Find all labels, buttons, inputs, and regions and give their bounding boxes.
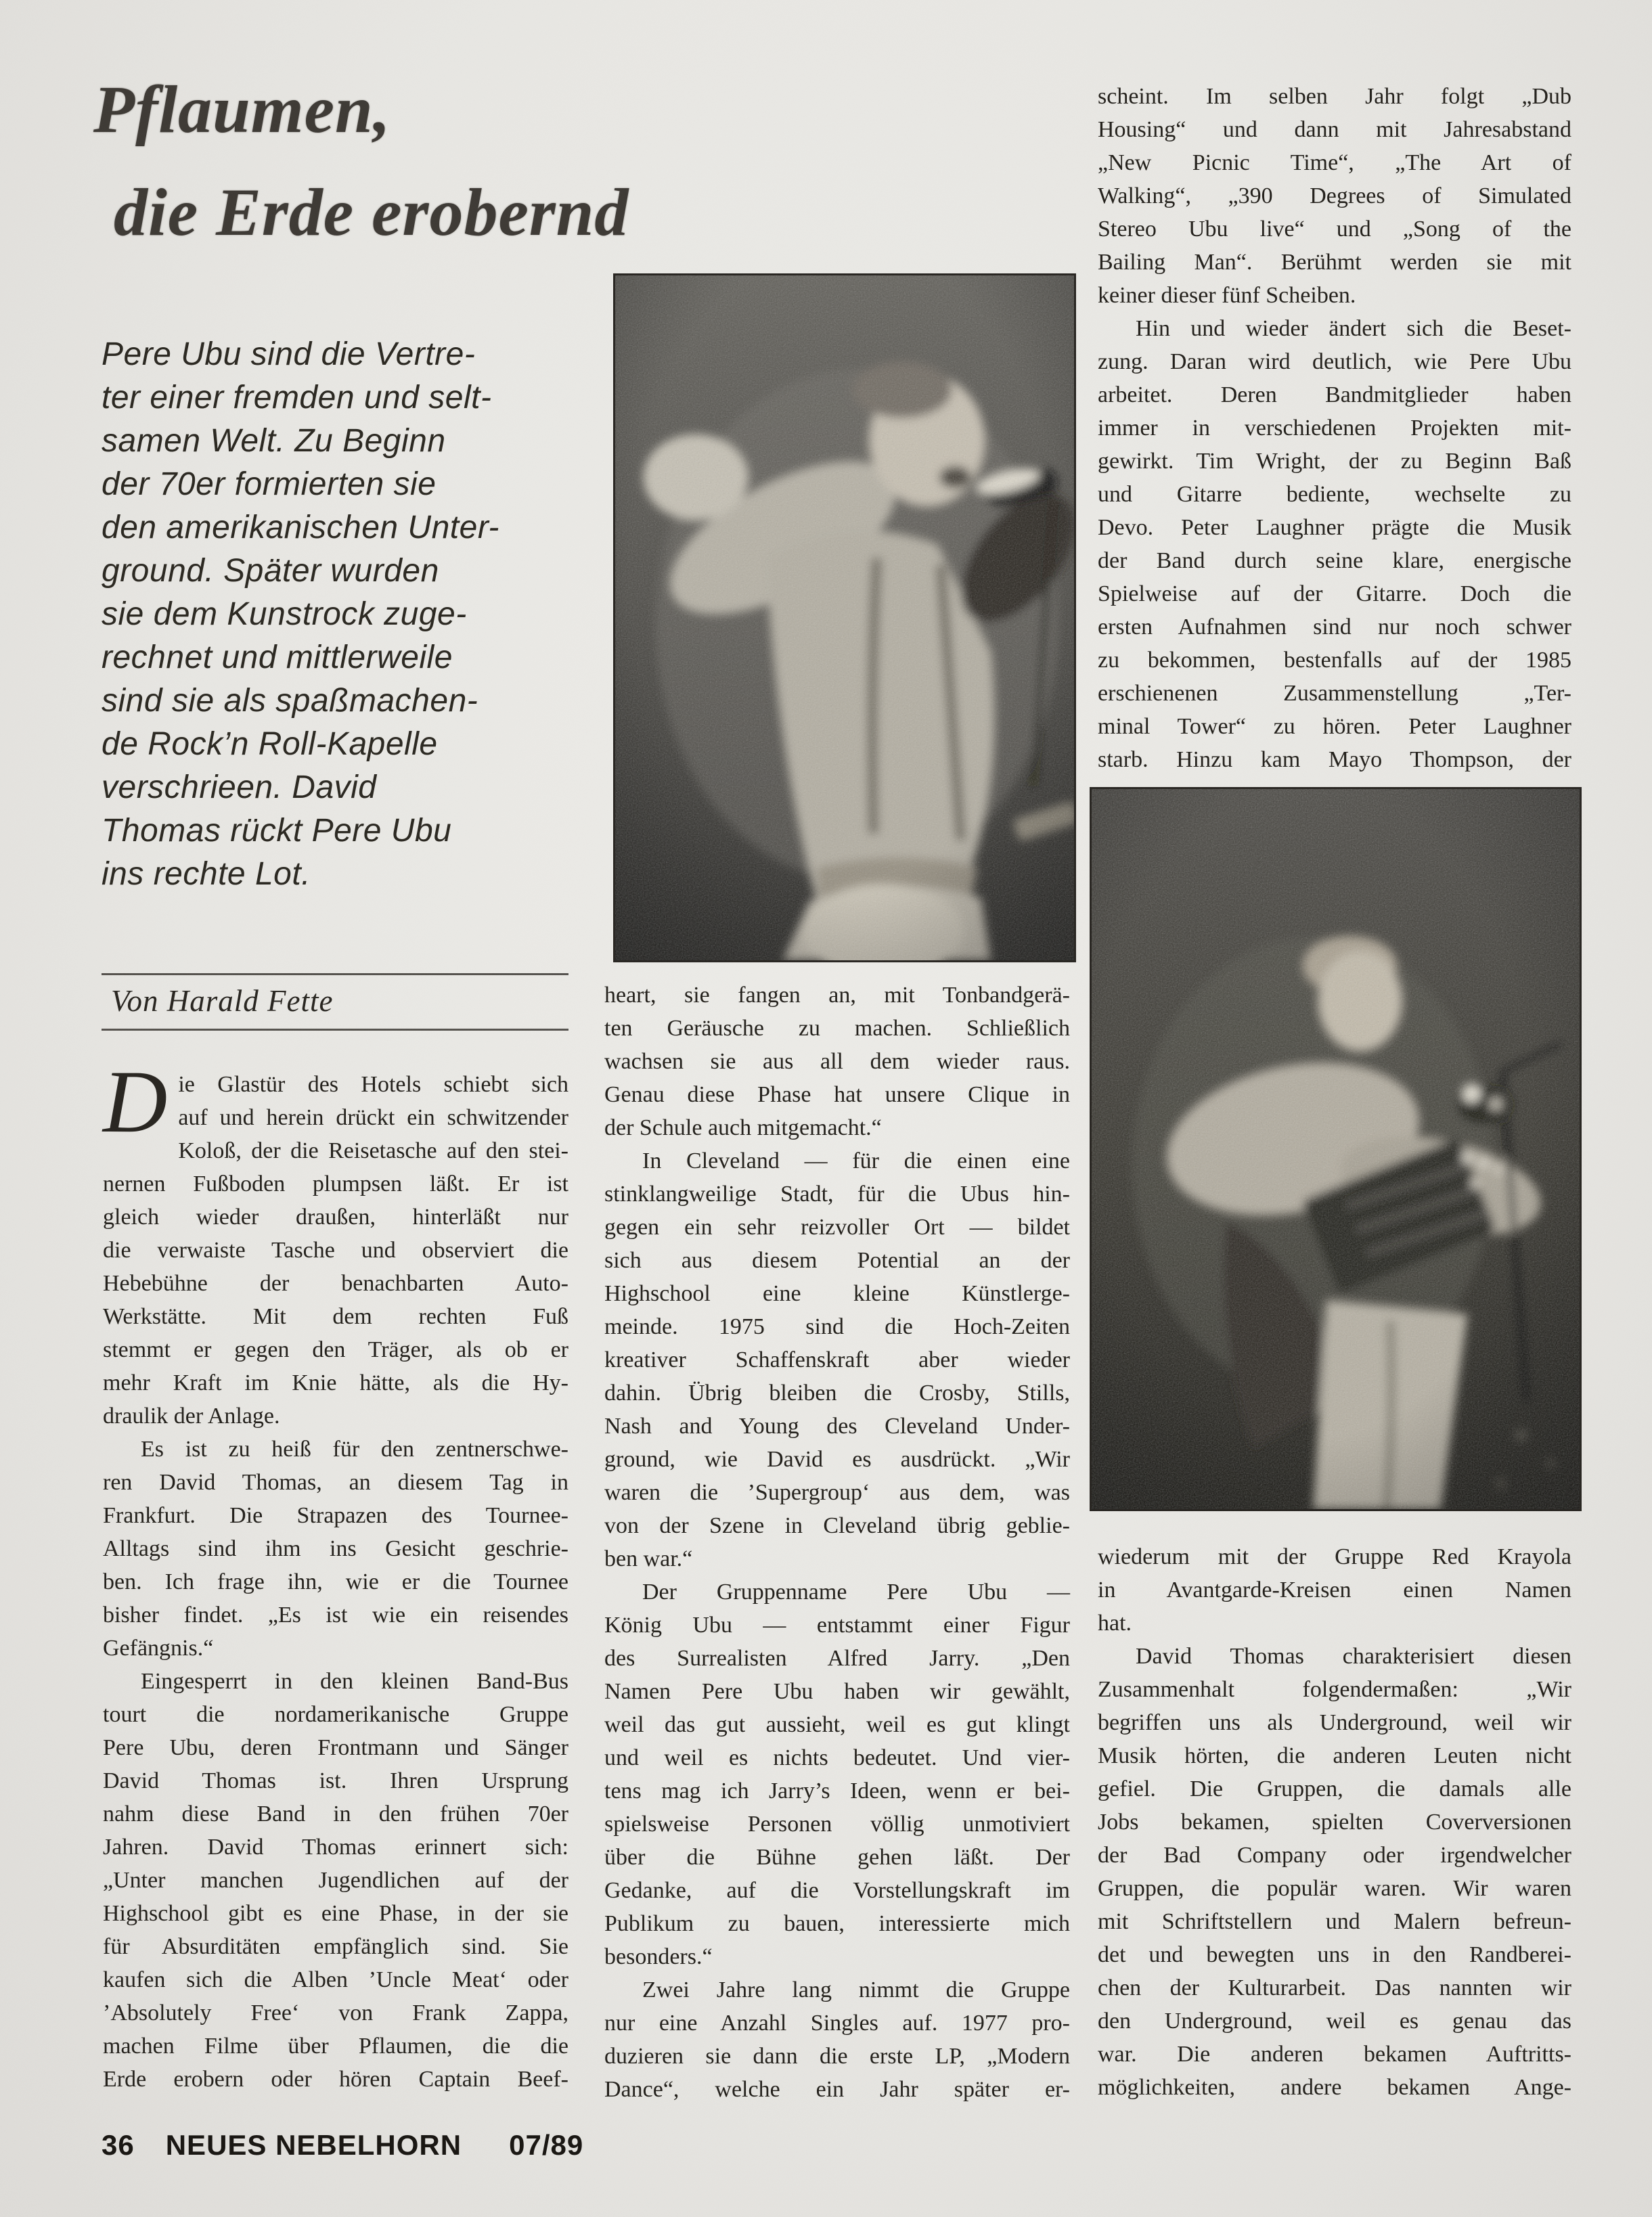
text-line: des Surrealisten Alfred Jarry. „Den [604, 1646, 1070, 1671]
text-line: tens mag ich Jarry’s Ideen, wenn er bei- [604, 1778, 1070, 1804]
text-line: begriffen uns als Underground, weil wir [1098, 1710, 1571, 1735]
text-line: Alltags sind ihm ins Gesicht geschrie- [103, 1536, 568, 1561]
paragraph [1098, 1540, 1571, 1640]
text-line: Bailing Man“. Berühmt werden sie mit [1098, 250, 1571, 275]
article-title [93, 58, 629, 264]
paragraph [103, 1433, 568, 1665]
text-line: der Band durch seine klare, energische [1098, 548, 1571, 573]
text-column-3-top [1098, 80, 1571, 776]
text-line: spielsweise Personen völlig unmotiviert [604, 1812, 1070, 1837]
drop-cap: D [103, 1052, 168, 1151]
text-line: meinde. 1975 sind die Hoch-Zeiten [604, 1314, 1070, 1339]
text-line: heart, sie fangen an, mit Tonbandgerä- [604, 983, 1070, 1008]
text-line: stemmt er gegen den Träger, als ob er [103, 1337, 568, 1362]
text-line: und Gitarre bediente, wechselte zu [1098, 482, 1571, 507]
intro-line: ins rechte Lot. [102, 856, 311, 892]
text-line: war. Die anderen bekamen Auftritts- [1098, 2042, 1571, 2067]
byline-rule-bottom [102, 1029, 568, 1031]
text-line: gewirkt. Tim Wright, der zu Beginn Baß [1098, 449, 1571, 474]
text-line: Pere Ubu, deren Frontmann und Sänger [103, 1735, 568, 1760]
text-line: sich aus diesem Potential an der [604, 1248, 1070, 1273]
text-line: wachsen sie aus all dem wieder raus. [604, 1049, 1070, 1074]
text-line: scheint. Im selben Jahr folgt „Dub [1098, 84, 1571, 109]
text-line: Hebebühne der benachbarten Auto- [103, 1271, 568, 1296]
byline-author: Von Harald Fette [111, 984, 334, 1018]
byline-rule-top [102, 973, 568, 975]
intro-line: rechnet und mittlerweile [102, 640, 453, 675]
text-line: ten Geräusche zu machen. Schließlich [604, 1016, 1070, 1041]
text-line: arbeitet. Deren Bandmitglieder haben [1098, 382, 1571, 407]
text-line: David Thomas ist. Ihren Ursprung [103, 1768, 568, 1793]
text-line: wiederum mit der Gruppe Red Krayola [1098, 1544, 1571, 1569]
text-line: hat. [1098, 1611, 1132, 1636]
text-line: gefiel. Die Gruppen, die damals alle [1098, 1776, 1571, 1801]
text-line: keiner dieser fünf Scheiben. [1098, 283, 1356, 308]
text-line: bisher findet. „Es ist wie ein reisendes [103, 1603, 568, 1628]
text-column-2 [604, 979, 1070, 2106]
text-line: Gedanke, auf die Vorstellungskraft im [604, 1878, 1070, 1903]
text-line: die verwaiste Tasche und observiert die [103, 1238, 568, 1263]
text-line: ground, wie David es ausdrückt. „Wir [604, 1447, 1070, 1472]
text-line: besonders.“ [604, 1944, 713, 1969]
text-line: Koloß, der die Reisetasche auf den stei- [178, 1138, 568, 1163]
text-line: draulik der Anlage. [103, 1404, 280, 1429]
text-line: von der Szene in Cleveland übrig geblie- [604, 1513, 1070, 1538]
paragraph [604, 1575, 1070, 1973]
text-line: Erde erobern oder hören Captain Beef- [103, 2067, 568, 2092]
paragraph [1098, 312, 1571, 776]
text-line: Werkstätte. Mit dem rechten Fuß [103, 1304, 568, 1329]
text-line: der Schule auch mitgemacht.“ [604, 1115, 882, 1140]
concert-photo-singer-art [615, 275, 1074, 960]
paragraph [1098, 1640, 1571, 2104]
text-line: ’Absolutely Free‘ von Frank Zappa, [103, 2000, 568, 2025]
text-line: zung. Daran wird deutlich, wie Pere Ubu [1098, 349, 1571, 374]
text-line: machen Filme über Pflaumen, die die [103, 2034, 568, 2059]
text-line: Genau diese Phase hat unsere Clique in [604, 1082, 1070, 1107]
text-line: Dance“, welche ein Jahr später er- [604, 2077, 1070, 2102]
text-line: Eingesperrt in den kleinen Band-Bus [141, 1669, 568, 1694]
paragraph [103, 1052, 568, 1433]
text-line: gleich wieder draußen, hinterläßt nur [103, 1205, 568, 1230]
intro-line: sind sie als spaßmachen- [102, 683, 478, 719]
text-line: immer in verschiedenen Projekten mit- [1098, 416, 1571, 441]
text-line: dahin. Übrig bleiben die Crosby, Stills, [604, 1381, 1070, 1406]
text-line: Zwei Jahre lang nimmt die Gruppe [642, 1977, 1070, 2002]
text-line: zu bekommen, bestenfalls auf der 1985 [1098, 648, 1571, 673]
text-line: Highschool gibt es eine Phase, in der sie [103, 1901, 568, 1926]
intro-line: den amerikanischen Unter- [102, 510, 499, 545]
text-line: weil das gut aussieht, weil es gut klingt [604, 1712, 1070, 1737]
concert-photo-accordion-art [1092, 789, 1580, 1509]
text-line: In Cleveland — für die einen eine [642, 1148, 1070, 1173]
paragraph [1098, 80, 1571, 312]
text-line: den Underground, weil es genau das [1098, 2009, 1571, 2034]
concert-photo-singer [613, 273, 1076, 962]
text-line: Devo. Peter Laughner prägte die Musik [1098, 515, 1571, 540]
text-line: Jobs bekamen, spielten Coverversionen [1098, 1810, 1571, 1835]
concert-photo-accordion [1090, 787, 1582, 1511]
text-line: auf und herein drückt ein schwitzender [178, 1105, 568, 1130]
intro-line: Pere Ubu sind die Vertre- [102, 336, 476, 372]
text-line: Der Gruppenname Pere Ubu — [642, 1580, 1070, 1605]
text-line: Spielweise auf der Gitarre. Doch die [1098, 581, 1571, 606]
text-line: Namen Pere Ubu haben wir gewählt, [604, 1679, 1070, 1704]
paragraph [604, 1144, 1070, 1575]
text-line: „New Picnic Time“, „The Art of [1098, 150, 1571, 175]
byline [102, 973, 568, 1031]
text-line: Housing“ und dann mit Jahresabstand [1098, 117, 1571, 142]
text-line: Stereo Ubu live“ und „Song of the [1098, 217, 1571, 242]
page-number: 36 [102, 2129, 135, 2161]
text-line: det und bewegten uns in den Randberei- [1098, 1942, 1571, 1967]
text-line: mit Schriftstellern und Malern befreun- [1098, 1909, 1571, 1934]
intro-line: sie dem Kunstrock zuge- [102, 596, 467, 632]
text-line: stinklangweilige Stadt, für die Ubus hin- [604, 1182, 1070, 1207]
text-line: in Avantgarde-Kreisen einen Namen [1098, 1577, 1571, 1603]
text-column-3-bottom [1098, 1540, 1571, 2104]
text-line: über die Bühne gehen läßt. Der [604, 1845, 1070, 1870]
text-line: Musik hörten, die anderen Leuten nicht [1098, 1743, 1571, 1768]
text-column-1 [103, 1052, 568, 2096]
text-line: Walking“, „390 Degrees of Simulated [1098, 183, 1571, 208]
text-line: kreativer Schaffenskraft aber wieder [604, 1347, 1070, 1372]
text-line: ie Glastür des Hotels schiebt sich [178, 1072, 568, 1097]
text-line: für Absurditäten empfänglich sind. Sie [103, 1934, 568, 1959]
text-line: Es ist zu heiß für den zentnerschwe- [141, 1437, 568, 1462]
text-line: ren David Thomas, an diesem Tag in [103, 1470, 568, 1495]
article-intro [102, 333, 582, 896]
paragraph [103, 1665, 568, 2096]
text-line: Publikum zu bauen, interessierte mich [604, 1911, 1070, 1936]
paragraph [604, 1973, 1070, 2106]
text-line: chen der Kulturarbeit. Das nannten wir [1098, 1975, 1571, 2000]
intro-line: ter einer fremden und selt- [102, 380, 492, 416]
intro-line: Thomas rückt Pere Ubu [102, 813, 452, 849]
text-line: nernen Fußboden plumpsen läßt. Er ist [103, 1171, 568, 1196]
text-line: „Unter manchen Jugendlichen auf der [103, 1868, 568, 1893]
text-line: kaufen sich die Alben ’Uncle Meat‘ oder [103, 1967, 568, 1992]
paragraph [604, 979, 1070, 1144]
page-footer [102, 2129, 583, 2162]
text-line: nahm diese Band in den frühen 70er [103, 1801, 568, 1827]
intro-line: samen Welt. Zu Beginn [102, 423, 446, 459]
text-line: und weil es nichts bedeutet. Und vier- [604, 1745, 1070, 1770]
title-line-1: Pflaumen, [93, 72, 391, 147]
text-line: Hin und wieder ändert sich die Beset- [1136, 316, 1571, 341]
text-line: gegen ein sehr reizvoller Ort — bildet [604, 1215, 1070, 1240]
text-line: Nash and Young des Cleveland Under- [604, 1414, 1070, 1439]
text-line: waren die ’Supergroup‘ aus dem, was [604, 1480, 1070, 1505]
title-line-2: die Erde erobernd [114, 175, 629, 250]
text-line: ben. Ich frage ihn, wie er die Tournee [103, 1569, 568, 1594]
text-line: König Ubu — entstammt einer Figur [604, 1613, 1070, 1638]
text-line: Frankfurt. Die Strapazen des Tournee- [103, 1503, 568, 1528]
text-line: nur eine Anzahl Singles auf. 1977 pro- [604, 2011, 1070, 2036]
text-line: minal Tower“ zu hören. Peter Laughner [1098, 714, 1571, 739]
text-line: möglichkeiten, andere bekamen Ange- [1098, 2075, 1571, 2100]
text-line: tourt die nordamerikanische Gruppe [103, 1702, 568, 1727]
text-line: duzieren sie dann die erste LP, „Modern [604, 2044, 1070, 2069]
text-line: Gruppen, die populär waren. Wir waren [1098, 1876, 1571, 1901]
text-line: mehr Kraft im Knie hätte, als die Hy- [103, 1370, 568, 1395]
text-line: der Bad Company oder irgendwelcher [1098, 1843, 1571, 1868]
intro-line: de Rock’n Roll-Kapelle [102, 726, 438, 762]
text-line: ben war.“ [604, 1546, 693, 1571]
text-line: ersten Aufnahmen sind nur noch schwer [1098, 614, 1571, 640]
issue-number: 07/89 [509, 2129, 584, 2161]
text-line: Jahren. David Thomas erinnert sich: [103, 1835, 568, 1860]
text-line: Gefängnis.“ [103, 1636, 214, 1661]
intro-line: ground. Später wurden [102, 553, 439, 589]
text-line: Zusammenhalt folgendermaßen: „Wir [1098, 1677, 1571, 1702]
text-line: Highschool eine kleine Künstlerge- [604, 1281, 1070, 1306]
text-line: David Thomas charakterisiert diesen [1136, 1644, 1571, 1669]
magazine-name: NEUES NEBELHORN [165, 2129, 462, 2161]
intro-line: der 70er formierten sie [102, 466, 437, 502]
intro-line: verschrieen. David [102, 769, 377, 805]
text-line: erschienenen Zusammenstellung „Ter- [1098, 681, 1571, 706]
text-line: starb. Hinzu kam Mayo Thompson, der [1098, 747, 1571, 772]
